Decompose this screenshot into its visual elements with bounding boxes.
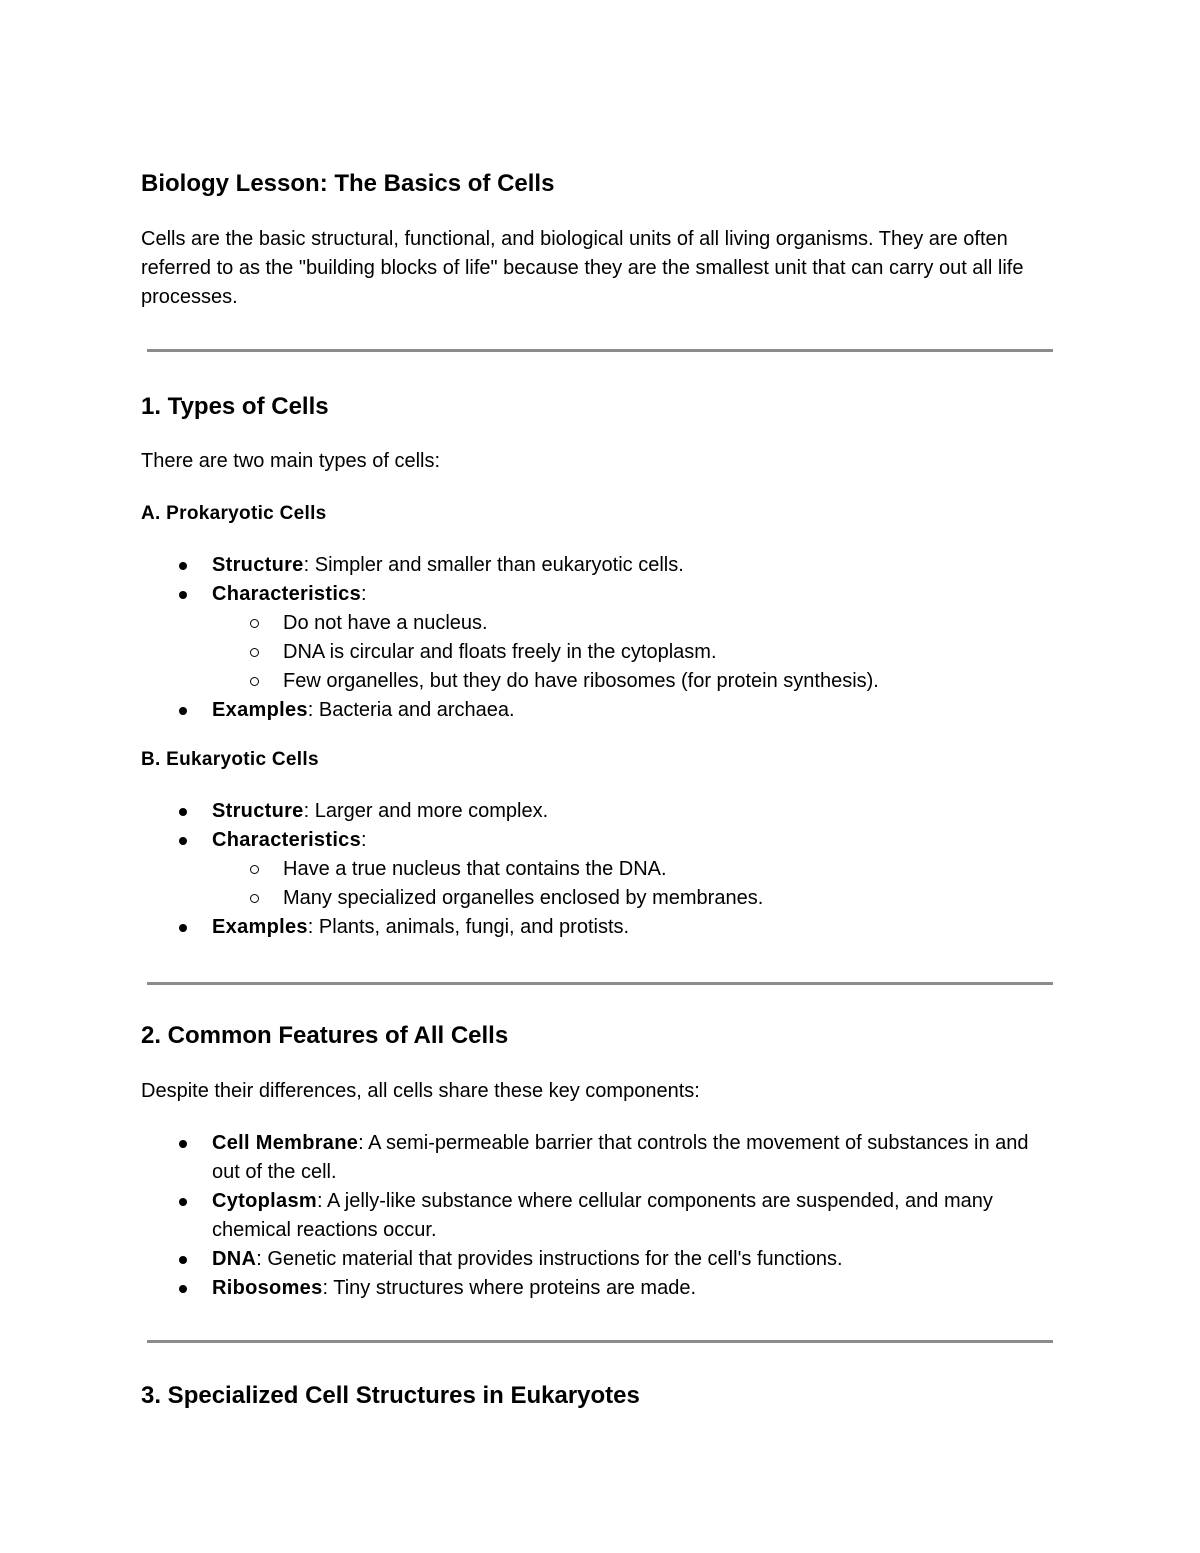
subheading-eukaryotic: B. Eukaryotic Cells (141, 749, 319, 770)
list-item (141, 1274, 1061, 1303)
list-item (141, 580, 1061, 696)
term-description: : Tiny structures where proteins are made. (322, 1277, 697, 1299)
term-description: : A semi-permeable barrier that controls the movement of substances in and out of the cell. (212, 1132, 1029, 1183)
term-label: Structure (212, 554, 304, 576)
term-label: Examples (212, 916, 308, 938)
list-item (141, 797, 1061, 826)
eukaryotic-list (141, 797, 1061, 942)
list-item (141, 1187, 1061, 1245)
section-heading-common-features: 2. Common Features of All Cells (141, 1022, 509, 1049)
list-item (141, 1245, 1061, 1274)
term-label: Structure (212, 800, 304, 822)
term-description: : Simpler and smaller than eukaryotic cells. (303, 554, 684, 576)
horizontal-rule (147, 349, 1053, 352)
term-label: Characteristics (212, 829, 362, 851)
list-item (141, 696, 1061, 725)
prokaryotic-list (141, 551, 1061, 725)
term-label: Cytoplasm (212, 1190, 317, 1212)
section-heading-types-of-cells: 1. Types of Cells (141, 393, 329, 420)
term-label: Characteristics (212, 583, 362, 605)
term-label: Cell Membrane (212, 1132, 359, 1154)
sub-list (212, 609, 1061, 696)
term-description: : Plants, animals, fungi, and protists. (307, 916, 630, 938)
term-description: : Larger and more complex. (303, 800, 549, 822)
sub-list-item: DNA is circular and floats freely in the cytoplasm. (212, 638, 1061, 667)
term-description: : Genetic material that provides instructions for the cell's functions. (256, 1248, 843, 1270)
term-description: : A jelly-like substance where cellular components are suspended, and many chemical reactions occur. (212, 1190, 993, 1241)
list-item (141, 1129, 1061, 1187)
intro-paragraph: Cells are the basic structural, functional, and biological units of all living organisms. They are often referred to as the "building blocks of life" because they are the smallest unit that can carry out all life processes. (141, 228, 1024, 308)
list-item (141, 551, 1061, 580)
list-item (141, 826, 1061, 913)
list-item (141, 913, 1061, 942)
horizontal-rule (147, 1340, 1053, 1343)
term-label: DNA (212, 1248, 257, 1270)
term-label: Ribosomes (212, 1277, 323, 1299)
term-description: : (361, 583, 367, 605)
sub-list-item: Many specialized organelles enclosed by membranes. (212, 884, 1061, 913)
subheading-prokaryotic: A. Prokaryotic Cells (141, 503, 327, 524)
sub-list-item: Have a true nucleus that contains the DNA. (212, 855, 1061, 884)
section-intro: Despite their differences, all cells share these key components: (141, 1080, 700, 1102)
sub-list-item: Few organelles, but they do have ribosomes (for protein synthesis). (212, 667, 1061, 696)
horizontal-rule (147, 982, 1053, 985)
section-heading-specialized-structures: 3. Specialized Cell Structures in Eukaryotes (141, 1382, 640, 1409)
term-description: : (361, 829, 367, 851)
common-features-list (141, 1129, 1061, 1303)
sub-list-item: Do not have a nucleus. (212, 609, 1061, 638)
sub-list (212, 855, 1061, 913)
term-description: : Bacteria and archaea. (307, 699, 515, 721)
document-title: Biology Lesson: The Basics of Cells (141, 170, 555, 197)
term-label: Examples (212, 699, 308, 721)
section-intro: There are two main types of cells: (141, 450, 441, 472)
